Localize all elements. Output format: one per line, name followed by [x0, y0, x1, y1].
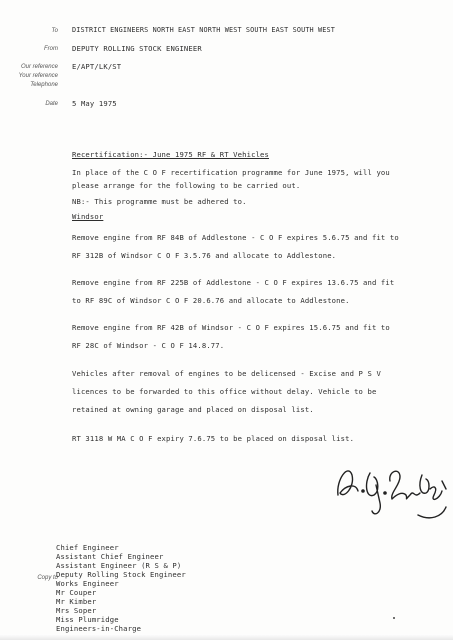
- copy-recipient: Mr Kimber: [56, 597, 97, 606]
- copy-to-label: Copy to: [37, 575, 58, 581]
- copy-recipient: Mr Couper: [56, 588, 97, 597]
- handwritten-signature: [330, 455, 450, 535]
- copy-recipient: Assistant Chief Engineer: [56, 552, 164, 561]
- copy-recipient: Mrs Soper: [56, 606, 97, 615]
- our-reference-label: Our reference: [20, 64, 58, 70]
- item-1-line-1: Remove engine from RF 84B of Addlestone - C O F expires 5.6.75 and fit to: [72, 233, 399, 242]
- page-edge-shadow: [0, 634, 453, 640]
- section-heading: Windsor: [72, 212, 104, 221]
- your-reference-label: Your reference: [18, 73, 58, 79]
- copy-recipient: Engineers-in-Charge: [56, 624, 142, 633]
- copy-recipient: Miss Plumridge: [56, 615, 119, 624]
- copy-recipient: Deputy Rolling Stock Engineer: [56, 570, 186, 579]
- intro-line-1: In place of the C O F recertification programme for June 1975, will you: [72, 168, 390, 177]
- vehicles-line-3: retained at owning garage and placed on disposal list.: [72, 405, 314, 414]
- copy-recipient: Chief Engineer: [56, 543, 119, 552]
- item-2-line-1: Remove engine from RF 225B of Addlestone - C O F expires 13.6.75 and fit: [72, 278, 395, 287]
- vehicles-line-1: Vehicles after removal of engines to be delicensed - Excise and P S V: [72, 369, 381, 378]
- nb-line: NB:- This programme must be adhered to.: [72, 197, 247, 206]
- item-3-line-2: RF 28C of Windsor - C O F 14.8.77.: [72, 341, 225, 350]
- item-1-line-2: RF 312B of Windsor C O F 3.5.76 and allocate to Addlestone.: [72, 251, 337, 260]
- copy-recipient: Assistant Engineer (R S & P): [56, 561, 182, 570]
- date-label: Date: [45, 101, 58, 107]
- copy-recipient: Works Engineer: [56, 579, 119, 588]
- subject-line: Recertification:- June 1975 RF & RT Vehicles: [72, 150, 269, 159]
- to-value: DISTRICT ENGINEERS NORTH EAST NORTH WEST SOUTH EAST SOUTH WEST: [72, 26, 336, 34]
- from-value: DEPUTY ROLLING STOCK ENGINEER: [72, 44, 202, 53]
- item-2-line-2: to RF 89C of Windsor C O F 20.6.76 and allocate to Addlestone.: [72, 296, 350, 305]
- vehicles-line-2: licences to be forwarded to this office without delay. Vehicle to be: [72, 387, 377, 396]
- intro-line-2: please arrange for the following to be carried out.: [72, 181, 301, 190]
- rt-disposal-line: RT 3118 W MA C O F expiry 7.6.75 to be placed on disposal list.: [72, 434, 355, 443]
- from-label: From: [44, 46, 58, 52]
- telephone-label: Telephone: [30, 82, 58, 88]
- to-label: To: [51, 28, 58, 34]
- date-value: 5 May 1975: [72, 99, 117, 108]
- scan-speck: [393, 617, 395, 619]
- our-reference-value: E/APT/LK/ST: [72, 62, 122, 71]
- item-3-line-1: Remove engine from RF 42B of Windsor - C O F expires 15.6.75 and fit to: [72, 323, 390, 332]
